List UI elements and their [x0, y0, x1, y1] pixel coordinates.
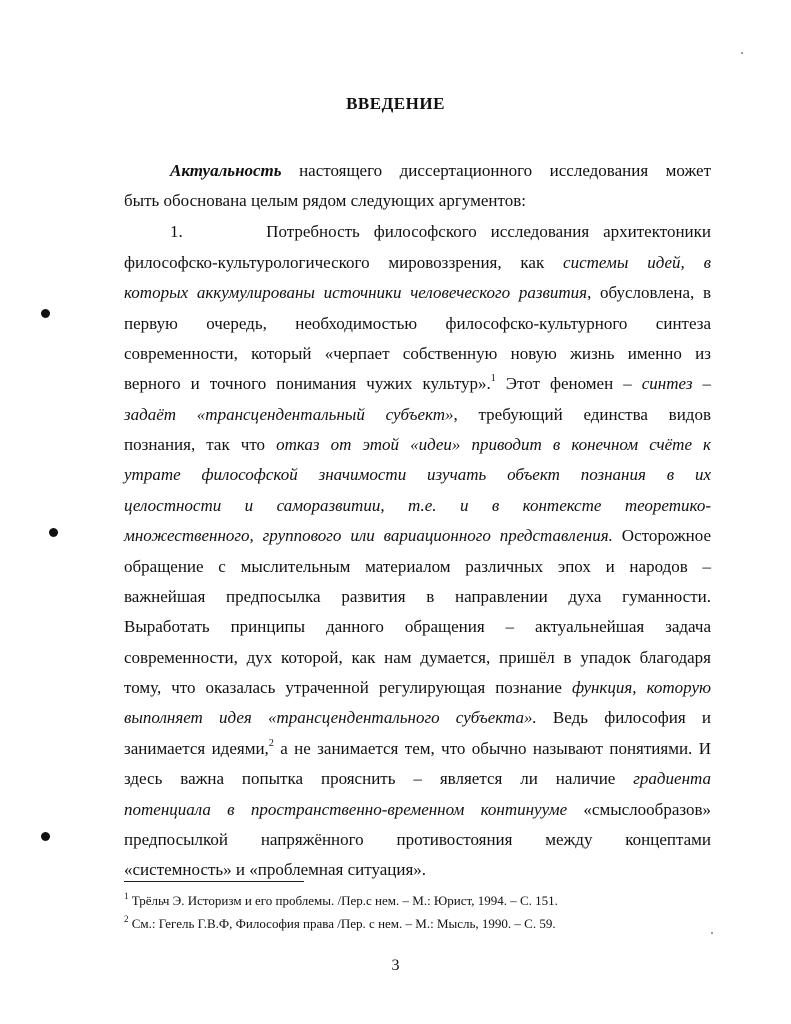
scan-speck — [711, 932, 713, 934]
text-line: познания, так что отказ от этой «идеи» приводит в конечном счёте к — [124, 435, 712, 454]
text-line: 1. Потребность философского исследования архитектоники — [170, 222, 711, 241]
binder-hole-icon — [41, 832, 50, 841]
text-line: здесь важна попытка прояснить – является ли наличие градиента — [124, 769, 711, 788]
text-line: философско-культурологического мировоззрения, как системы идей, в — [124, 253, 711, 272]
footnote-divider — [124, 881, 304, 882]
text-line: современности, который «черпает собственную новую жизнь именно из — [124, 344, 711, 363]
footnote-ref: 2 — [268, 738, 274, 750]
text-line: тому, что оказалась утраченной регулирующая познание функция, которую — [124, 678, 711, 697]
text-line: современности, дух которой, как нам думается, пришёл в упадок благодаря — [124, 648, 711, 667]
text-line: выполняет идея «трансцендентального субъекта». Ведь философия и — [124, 708, 711, 727]
text-line: занимается идеями,$^2$ а не занимается тем, что обычно называют понятиями. И — [124, 738, 711, 758]
text-line: потенциала в пространственно-временном континууме «смыслообразов» — [124, 800, 712, 819]
text-line: Актуальность настоящего диссертационного исследования может — [170, 161, 711, 180]
text-line: предпосылкой напряжённого противостояния между концептами — [124, 830, 711, 849]
text-line: первую очередь, необходимостью философско-культурного синтеза — [124, 314, 711, 333]
page-number: 3 — [391, 957, 400, 974]
text-line: задаёт «трансцендентальный субъект», требующий единства видов — [124, 405, 711, 424]
text-line: обращение с мыслительным материалом различных эпох и народов – — [124, 557, 711, 576]
binder-hole-icon — [41, 309, 50, 318]
footnote: $^2$ См.: Гегель Г.В.Ф, Философия права /Пер. с нем. – М.: Мысль, 1990. – С. 59. — [124, 913, 556, 931]
text-line: быть обоснована целым рядом следующих аргументов: — [124, 191, 526, 210]
footnote: $^1$ Трёльч Э. Историзм и его проблемы. /Пер.с нем. – М.: Юрист, 1994. – С. 151. — [124, 890, 558, 908]
text-line: целостности и саморазвитии, т.е. и в контексте теоретико- — [124, 496, 711, 515]
scan-speck — [741, 52, 743, 54]
binder-hole-icon — [49, 528, 58, 537]
text-line: которых аккумулированы источники человеческого развития, обусловлена, в — [124, 283, 711, 302]
text-line: «системность» и «проблемная ситуация». — [124, 860, 427, 879]
text-line: верного и точного понимания чужих культур».$^1$ Этот феномен – синтез – — [124, 373, 711, 393]
page-title: ВВЕДЕНИЕ — [346, 94, 445, 113]
list-number: 1. — [170, 222, 183, 241]
text-line: Выработать принципы данного обращения – актуальнейшая задача — [124, 617, 711, 636]
text-line: утрате философской значимости изучать объект познания в их — [124, 465, 711, 484]
text-line: множественного, группового или вариационного представления. Осторожное — [124, 526, 712, 545]
text-line: важнейшая предпосылка развития в направлении духа гуманности. — [124, 587, 711, 606]
footnote-ref: 1 — [490, 373, 496, 385]
lead-term: Актуальность — [170, 161, 282, 180]
